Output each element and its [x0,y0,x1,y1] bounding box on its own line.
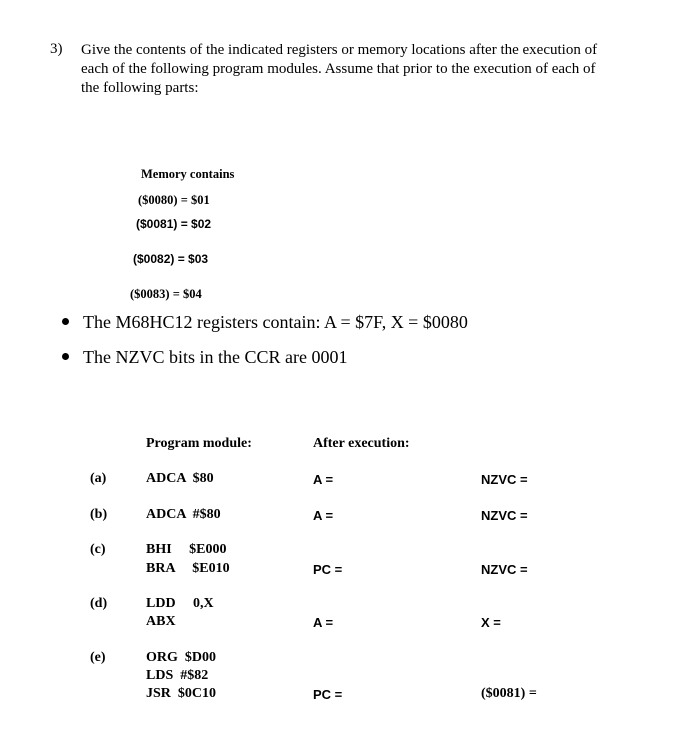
row-code-e-2: LDS #$82 [146,668,209,683]
bullet-icon [62,353,69,360]
row-reg-e: PC = [313,687,343,702]
header-after-execution: After execution: [313,436,410,451]
row-reg2-b: NZVC = [481,508,528,523]
row-code-b: ADCA #$80 [146,507,221,522]
row-code-d-1: LDD 0,X [146,596,214,611]
memory-entry-0083: ($0083) = $04 [130,287,202,301]
memory-entry-0082: ($0082) = $03 [133,252,209,266]
memory-entry-0080: ($0080) = $01 [138,193,210,207]
row-reg2-c: NZVC = [481,562,528,577]
bullet-icon [62,318,69,325]
bullet-registers [62,312,468,333]
row-code-e-1: ORG $D00 [146,650,216,665]
intro-line: each of the following program modules. Assume that prior to the execution of each of [81,61,596,77]
memory-title: Memory contains [141,167,235,181]
row-code-a: ADCA $80 [146,471,214,486]
intro-line: the following parts: [81,80,199,96]
row-label-b: (b) [90,507,108,522]
bullet-text: The M68HC12 registers contain: A = $7F, X = $0080 [83,312,468,332]
intro-line: Give the contents of the indicated registers or memory locations after the execution of [81,42,598,58]
row-label-d: (d) [90,596,108,611]
row-code-d-2: ABX [146,614,176,629]
row-label-c: (c) [90,542,106,557]
bullet-ccr [62,347,347,368]
question-number: 3) [50,41,63,57]
bullet-text: The NZVC bits in the CCR are 0001 [83,347,348,367]
row-reg-c: PC = [313,562,343,577]
row-reg2-e: ($0081) = [481,686,537,701]
row-code-e-3: JSR $0C10 [146,686,217,701]
memory-entry-0081: ($0081) = $02 [136,217,212,231]
row-label-a: (a) [90,471,107,486]
row-reg2-d: X = [481,615,501,630]
header-program-module: Program module: [146,436,252,451]
row-reg-b: A = [313,508,334,523]
question-intro [81,41,651,98]
row-reg-d: A = [313,615,334,630]
row-reg-a: A = [313,472,334,487]
row-label-e: (e) [90,650,106,665]
row-code-c-2: BRA $E010 [146,561,230,576]
row-reg2-a: NZVC = [481,472,528,487]
row-code-c-1: BHI $E000 [146,542,227,557]
